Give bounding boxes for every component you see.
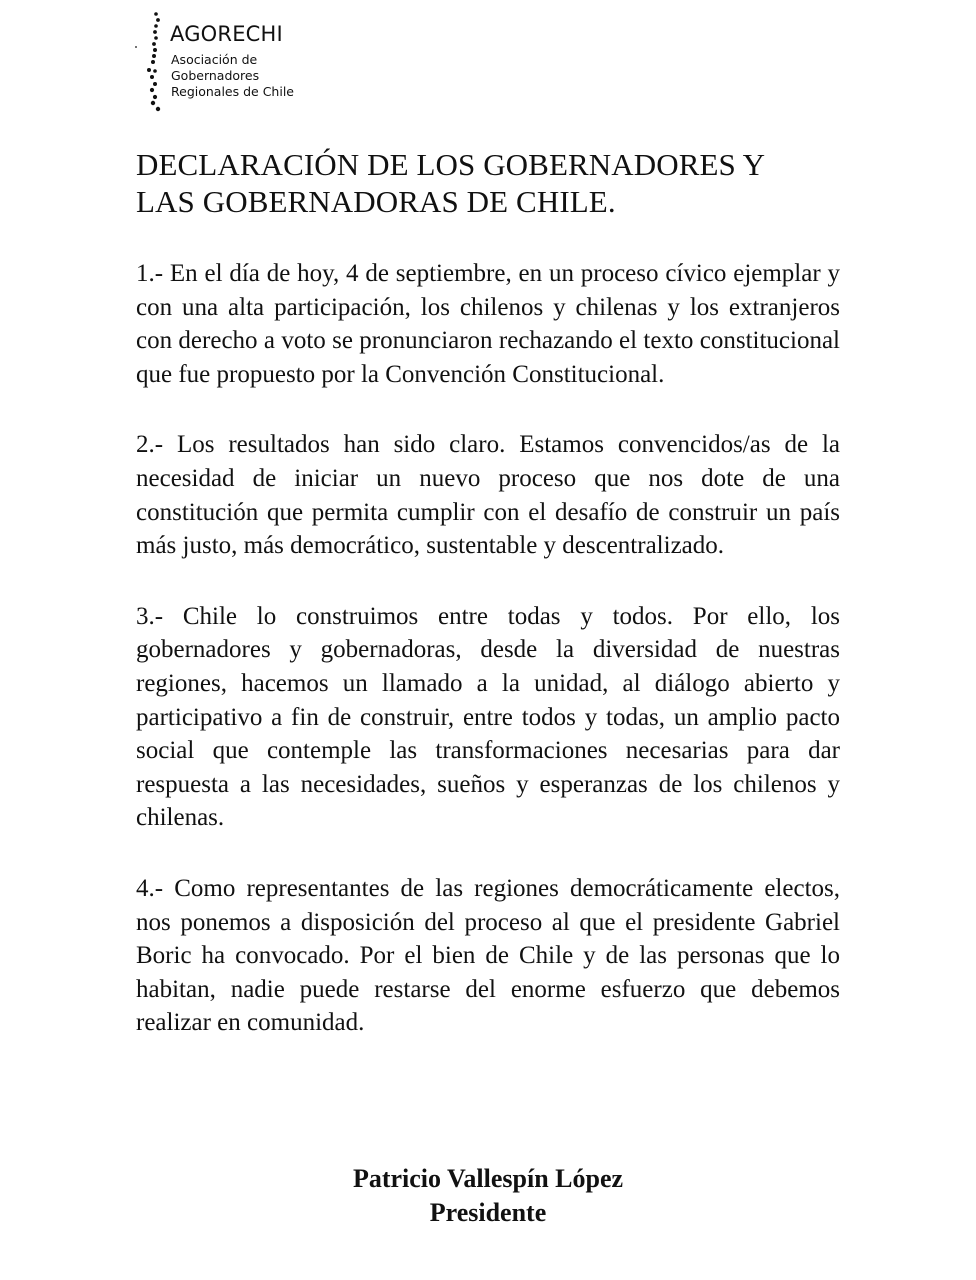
logo-subtitle-line: Regionales de Chile — [171, 84, 294, 99]
paragraph-4: 4.- Como representantes de las regiones democráticamente electos, nos ponemos a disposición del proceso al que el presidente Gabriel Boric ha convocado. Por el bien de Chile y de las personas que lo habitan, nadie puede restarse del enorme esfuerzo que debemos realizar en comunidad. — [136, 874, 840, 1037]
logo-subtitle-line: Asociación de — [171, 52, 258, 67]
logo-subtitle-line: Gobernadores — [171, 68, 260, 83]
agorechi-logo — [134, 10, 304, 110]
paragraph-3: 3.- Chile lo construimos entre todas y todos. Por ello, los gobernadores y gobernadoras, desde la diversidad de nuestras regiones, hacemos un llamado a la unidad, al diálogo abierto y participativo a fin de construir, entre todos y todas, un amplio pacto social que contemple las transformaciones necesarias para dar respuesta a las necesidades, sueños y esperanzas de los chilenos y chilenas. — [136, 602, 840, 832]
paragraph-2: 2.- Los resultados han sido claro. Estamos convencidos/as de la necesidad de iniciar un nuevo proceso que nos dote de una constitución que permita cumplir con el desafío de construir un país más justo, más democrático, sustentable y descentralizado. — [136, 431, 840, 560]
document-title — [136, 146, 840, 220]
logo-subtitle — [171, 52, 294, 100]
signatory-role: Presidente — [429, 1198, 547, 1227]
declaration-body — [136, 146, 840, 1040]
title-line: LAS GOBERNADORAS DE CHILE. — [136, 184, 616, 219]
chile-dots-icon — [134, 10, 168, 114]
signature-block — [0, 1162, 976, 1230]
title-line: DECLARACIÓN DE LOS GOBERNADORES Y — [136, 147, 766, 182]
signatory-name: Patricio Vallespín López — [352, 1164, 624, 1193]
paragraph-1: 1.- En el día de hoy, 4 de septiembre, en un proceso cívico ejemplar y con una alta participación, los chilenos y chilenas y los extranjeros con derecho a voto se pronunciaron rechazando el texto constitucional que fue propuesto por la Convención Constitucional. — [136, 260, 840, 388]
logo-name: AGORECHI — [170, 22, 283, 46]
